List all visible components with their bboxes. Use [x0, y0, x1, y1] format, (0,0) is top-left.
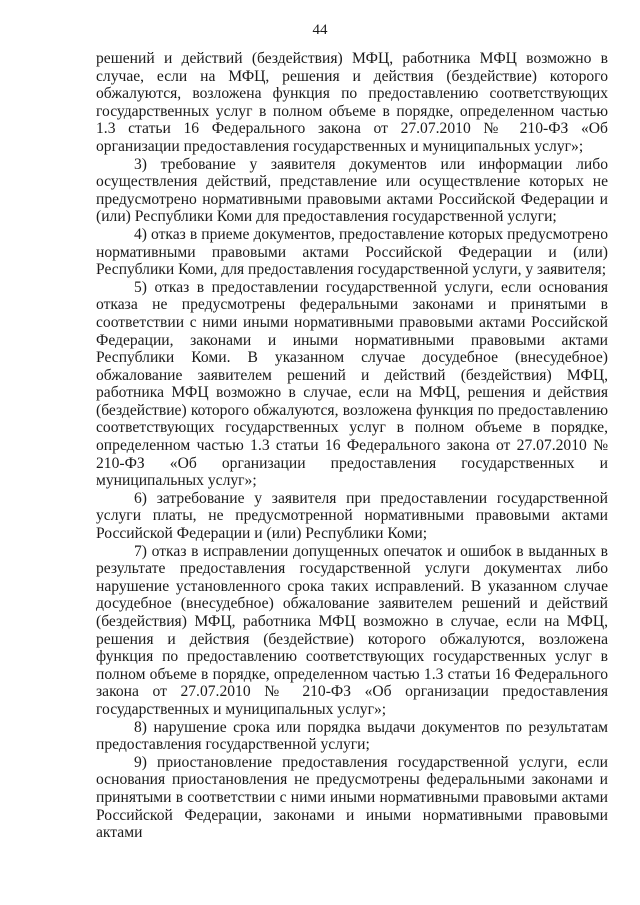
paragraph-item-3: 3) требование у заявителя документов или информации либо осуществления действий, представление или осуществление которых не предусмотрено нормативными правовыми актами Российской Федерации и (или) Республики Коми для предоставления государственной услуги;: [96, 155, 608, 226]
paragraph-item-6: 6) затребование у заявителя при предоставлении государственной услуги платы, не предусмотренной нормативными правовыми актами Российской Федерации и (или) Республики Коми;: [96, 489, 608, 543]
paragraph-item-7: 7) отказ в исправлении допущенных опечаток и ошибок в выданных в результате предоставления государственной услуги документах либо нарушение установленного срока таких исправлений. В указанном случае досудебное (внесудебное) обжалование заявителем решений и действий (бездействия) МФЦ, работника МФЦ возможно в случае, если на МФЦ, решения и действия (бездействие) которого обжалуются, возложена функция по предоставлению соответствующих государственных услуг в полном объеме в порядке, определенном частью 1.3 статьи 16 Федерального закона от 27.07.2010 № 210-ФЗ «Об организации предоставления государственных и муниципальных услуг»;: [96, 542, 608, 718]
page-number: 44: [312, 22, 328, 38]
document-body: [96, 50, 608, 842]
paragraph-item-4: 4) отказ в приеме документов, предоставление которых предусмотрено нормативными правовыми актами Российской Федерации и (или) Республики Коми, для предоставления государственной услуги, у заявителя;: [96, 225, 608, 279]
paragraph-item-9: 9) приостановление предоставления государственной услуги, если основания приостановления не предусмотрены федеральными законами и принятыми в соответствии с ними иными нормативными правовыми актами Российской Федерации, законами и иными нормативными правовыми актами: [96, 753, 608, 842]
paragraph-item-8: 8) нарушение срока или порядка выдачи документов по результатам предоставления государственной услуги;: [96, 718, 608, 754]
paragraph-continuation: решений и действий (бездействия) МФЦ, работника МФЦ возможно в случае, если на МФЦ, решения и действия (бездействие) которого обжалуются, возложена функция по предоставлению соответствующих государственных услуг в полном объеме в порядке, определенном частью 1.3 статьи 16 Федерального закона от 27.07.2010 № 210-ФЗ «Об организации предоставления государственных и муниципальных услуг»;: [96, 50, 608, 155]
paragraph-item-5: 5) отказ в предоставлении государственной услуги, если основания отказа не предусмотрены федеральными законами и принятыми в соответствии с ними иными нормативными правовыми актами Российской Федерации, законами и иными нормативными правовыми актами Республики Коми. В указанном случае досудебное (внесудебное) обжалование заявителем решений и действий (бездействия) МФЦ, работника МФЦ возможно в случае, если на МФЦ, решения и действия (бездействие) которого обжалуются, возложена функция по предоставлению соответствующих государственных услуг в полном объеме в порядке, определенном частью 1.3 статьи 16 Федерального закона от 27.07.2010 № 210-ФЗ «Об организации предоставления государственных и муниципальных услуг»;: [96, 278, 608, 490]
